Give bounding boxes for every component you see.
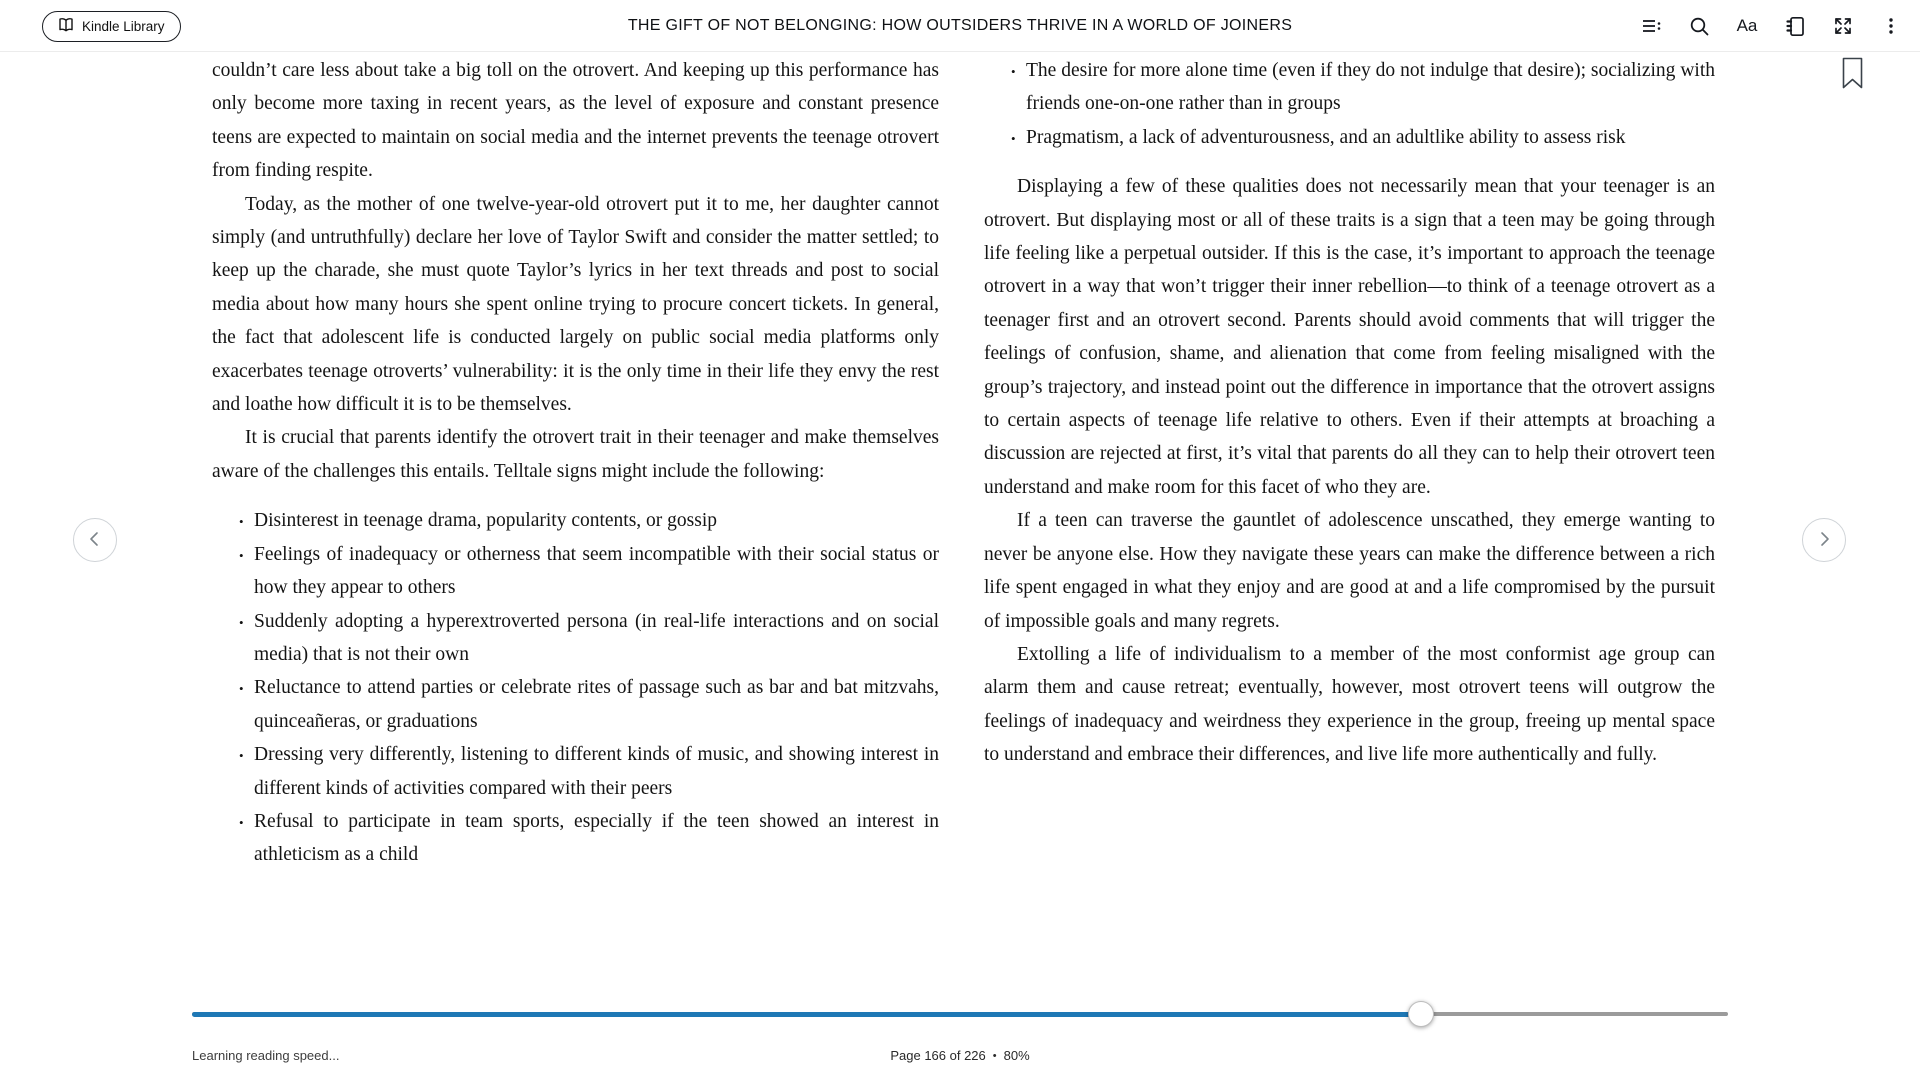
progress-slider-knob[interactable] (1408, 1001, 1434, 1027)
book-paragraph: If a teen can traverse the gauntlet of adolescence unscathed, they emerge wanting to never be anyone else. How they navigate these years can make the difference between a rich life spent engaged in what they enjoy and are good at and a life compromised by the pursuit of impossible goals and many regrets. (984, 510, 1715, 632)
fullscreen-icon (1832, 15, 1854, 37)
open-book-icon (58, 17, 74, 36)
kindle-library-button[interactable] (42, 11, 181, 42)
chevron-left-icon (85, 529, 105, 552)
bullet-list (212, 504, 939, 871)
search-button[interactable] (1686, 13, 1712, 39)
more-menu-icon (1880, 15, 1902, 37)
book-paragraph: Displaying a few of these qualities does not necessarily mean that your teenager is an otrovert. But displaying most or all of these traits is a sign that a teen may be going through life feeling like a perpetual outsider. If this is the case, it’s important to approach the teenage otrovert in a way that won’t trigger their inner rebellion—to think of a teenage otrovert as a teenager first and an otrovert second. Parents should avoid comments that will trigger the feelings of confusion, shame, and alienation that come from feeling misaligned with the group’s trajectory, and instead point out the difference in importance that the otrovert assigns to certain aspects of teenage life relative to others. Even if their attempts at broaching a discussion are rejected at first, it’s vital that parents do all they can to help their otrovert teen understand and make room for this facet of who they are. (984, 176, 1715, 498)
page-number-label: Page 166 of 226 (890, 1048, 986, 1063)
fullscreen-button[interactable] (1830, 13, 1856, 39)
book-column-right (984, 54, 1715, 772)
next-page-button[interactable] (1802, 518, 1846, 562)
toc-icon (1640, 15, 1662, 37)
bullet-item: • Dressing very differently, listening to different kinds of music, and showing interest in different kinds of activities compared with their peers (254, 738, 939, 805)
reading-speed-status: Learning reading speed... (192, 1048, 340, 1063)
reader-top-bar (0, 0, 1920, 52)
bullet-item: • Feelings of inadequacy or otherness that seem incompatible with their social status or how they appear to others (254, 538, 939, 605)
more-menu-button[interactable] (1878, 13, 1904, 39)
book-column-left (212, 54, 939, 888)
book-title: THE GIFT OF NOT BELONGING: HOW OUTSIDERS THRIVE IN A WORLD OF JOINERS (627, 17, 1293, 34)
font-settings-icon: Aa (1736, 16, 1758, 35)
bullet-item: • Disinterest in teenage drama, popularity contents, or gossip (254, 504, 939, 537)
bookmark-icon (1841, 78, 1864, 93)
bullet-item: • Pragmatism, a lack of adventurousness, and an adultlike ability to assess risk (1026, 121, 1715, 154)
kindle-library-label: Kindle Library (82, 19, 165, 34)
separator-dot: • (992, 1050, 997, 1062)
chevron-right-icon (1814, 529, 1834, 552)
bullet-item: • Refusal to participate in team sports, especially if the teen showed an interest in athleticism as a child (254, 805, 939, 872)
notebook-icon (1784, 15, 1806, 37)
bullet-list (984, 54, 1715, 154)
bullet-item: • Suddenly adopting a hyperextroverted persona (in real-life interactions and on social media) that is not their own (254, 605, 939, 672)
page-position-info (0, 1048, 1920, 1063)
bookmark-button[interactable] (1840, 57, 1864, 91)
percent-read-label: 80% (1003, 1048, 1030, 1063)
reading-progress-slider[interactable] (192, 1008, 1728, 1020)
bullet-item: • The desire for more alone time (even if they do not indulge that desire); socializing with friends one-on-one rather than in groups (1026, 54, 1715, 121)
notebook-button[interactable] (1782, 13, 1808, 39)
book-paragraph: Today, as the mother of one twelve-year-old otrovert put it to me, her daughter cannot simply (and untruthfully) declare her love of Taylor Swift and consider the matter settled; to keep up the charade, she must quote Taylor’s lyrics in her text threads and post to social media about how many hours she spent online trying to procure concert tickets. In general, the fact that adolescent life is conducted largely on public social media platforms only exacerbates teenage otroverts’ vulnerability: it is the only time in their life they envy the rest and loathe how difficult it is to be themselves. (212, 193, 939, 416)
header-toolbar (1638, 0, 1904, 52)
search-icon (1688, 15, 1710, 37)
previous-page-button[interactable] (73, 518, 117, 562)
toc-button[interactable] (1638, 13, 1664, 39)
book-paragraph: Extolling a life of individualism to a member of the most conformist age group can alarm them and cause retreat; eventually, however, most otrovert teens will outgrow the feelings of inadequacy and weirdness they experience in the group, freeing up mental space to understand and embrace their differences, and live life more authentically and fully. (984, 643, 1715, 766)
font-settings-button[interactable] (1734, 13, 1760, 39)
progress-track-filled[interactable] (192, 1012, 1421, 1017)
book-paragraph: It is crucial that parents identify the otrovert trait in their teenager and make themselves aware of the challenges this entails. Telltale signs might include the following: (212, 427, 939, 482)
bullet-item: • Reluctance to attend parties or celebrate rites of passage such as bar and bat mitzvahs, quinceañeras, or graduations (254, 671, 939, 738)
book-paragraph: couldn’t care less about take a big toll on the otrovert. And keeping up this performance has only become more taxing in recent years, as the level of exposure and constant presence teens are expected to maintain on social media and the internet prevents the teenage otrovert from finding respite. (212, 60, 939, 182)
